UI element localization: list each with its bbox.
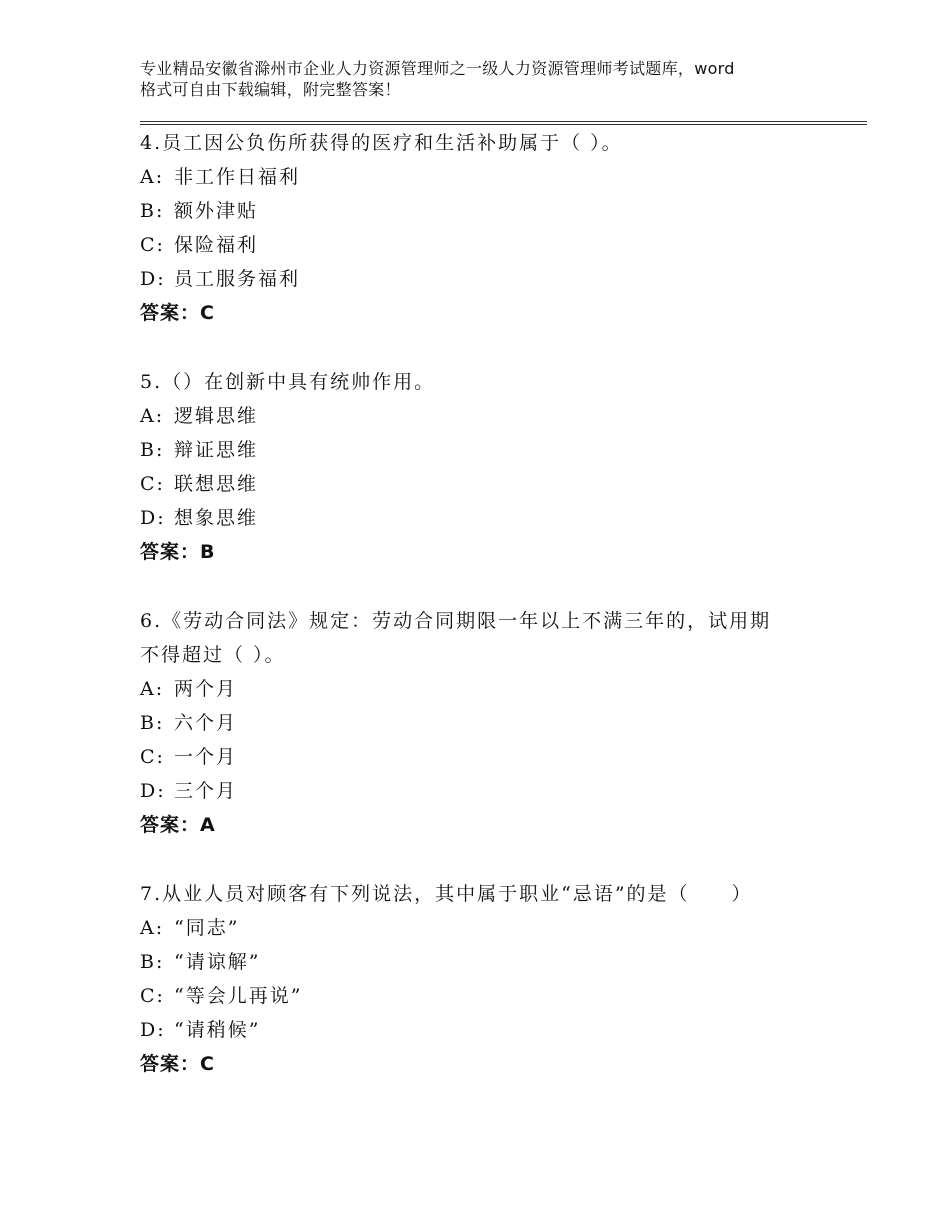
option-b (140, 433, 840, 467)
document-header (140, 58, 840, 100)
option-c (140, 467, 840, 501)
option-text: 想象思维 (174, 507, 259, 529)
answer-label: 答案：C (140, 1053, 215, 1075)
option-d (140, 501, 840, 535)
option-letter: A: (140, 166, 165, 188)
option-text: 员工服务福利 (174, 268, 301, 290)
option-c (140, 740, 840, 774)
option-text: 逻辑思维 (174, 405, 259, 427)
option-letter: B: (140, 951, 165, 973)
question-5 (140, 365, 840, 569)
option-a (140, 911, 840, 945)
answer-label: 答案：A (140, 814, 216, 836)
option-text: 保险福利 (174, 234, 259, 256)
option-letter: B: (140, 439, 165, 461)
option-letter: D: (140, 1019, 166, 1041)
option-a (140, 672, 840, 706)
option-letter: D: (140, 780, 166, 802)
option-letter: B: (140, 200, 165, 222)
answer-label: 答案：B (140, 541, 216, 563)
option-letter: C: (140, 985, 165, 1007)
question-7 (140, 877, 840, 1081)
question-4 (140, 126, 840, 330)
option-letter: D: (140, 507, 166, 529)
option-d (140, 1013, 840, 1047)
option-letter: A: (140, 917, 165, 939)
option-text: 一个月 (174, 746, 238, 768)
question-stem: 7.从业人员对顾客有下列说法，其中属于职业“忌语”的是（ ） (140, 883, 753, 905)
option-text: 联想思维 (174, 473, 259, 495)
option-text: 三个月 (174, 780, 238, 802)
option-letter: D: (140, 268, 166, 290)
option-text: “等会儿再说” (174, 985, 303, 1007)
option-letter: A: (140, 678, 165, 700)
header-line-2: 格式可自由下载编辑，附完整答案！ (140, 80, 401, 99)
question-6 (140, 604, 840, 842)
option-c (140, 228, 840, 262)
answer-label: 答案：C (140, 302, 215, 324)
option-text: 非工作日福利 (174, 166, 301, 188)
question-stem-line-1: 6.《劳动合同法》规定：劳动合同期限一年以上不满三年的，试用期 (140, 610, 772, 632)
option-text: “请谅解” (174, 951, 261, 973)
option-letter: B: (140, 712, 165, 734)
option-letter: C: (140, 746, 165, 768)
option-c (140, 979, 840, 1013)
header-line-1: 专业精品安徽省滁州市企业人力资源管理师之一级人力资源管理师考试题库，word (140, 59, 735, 78)
option-b (140, 706, 840, 740)
option-text: 辩证思维 (174, 439, 259, 461)
option-text: 额外津贴 (174, 200, 259, 222)
option-b (140, 194, 840, 228)
option-b (140, 945, 840, 979)
question-stem: 4.员工因公负伤所获得的医疗和生活补助属于（ ）。 (140, 132, 623, 154)
question-stem-line-2: 不得超过（ ）。 (140, 644, 286, 666)
question-stem: 5.（）在创新中具有统帅作用。 (140, 371, 436, 393)
option-text: 六个月 (174, 712, 238, 734)
option-d (140, 262, 840, 296)
option-text: 两个月 (174, 678, 238, 700)
option-letter: A: (140, 405, 165, 427)
option-letter: C: (140, 473, 165, 495)
option-letter: C: (140, 234, 165, 256)
option-a (140, 399, 840, 433)
header-divider (140, 121, 867, 125)
option-text: “同志” (174, 917, 240, 939)
option-d (140, 774, 840, 808)
option-text: “请稍候” (174, 1019, 261, 1041)
option-a (140, 160, 840, 194)
